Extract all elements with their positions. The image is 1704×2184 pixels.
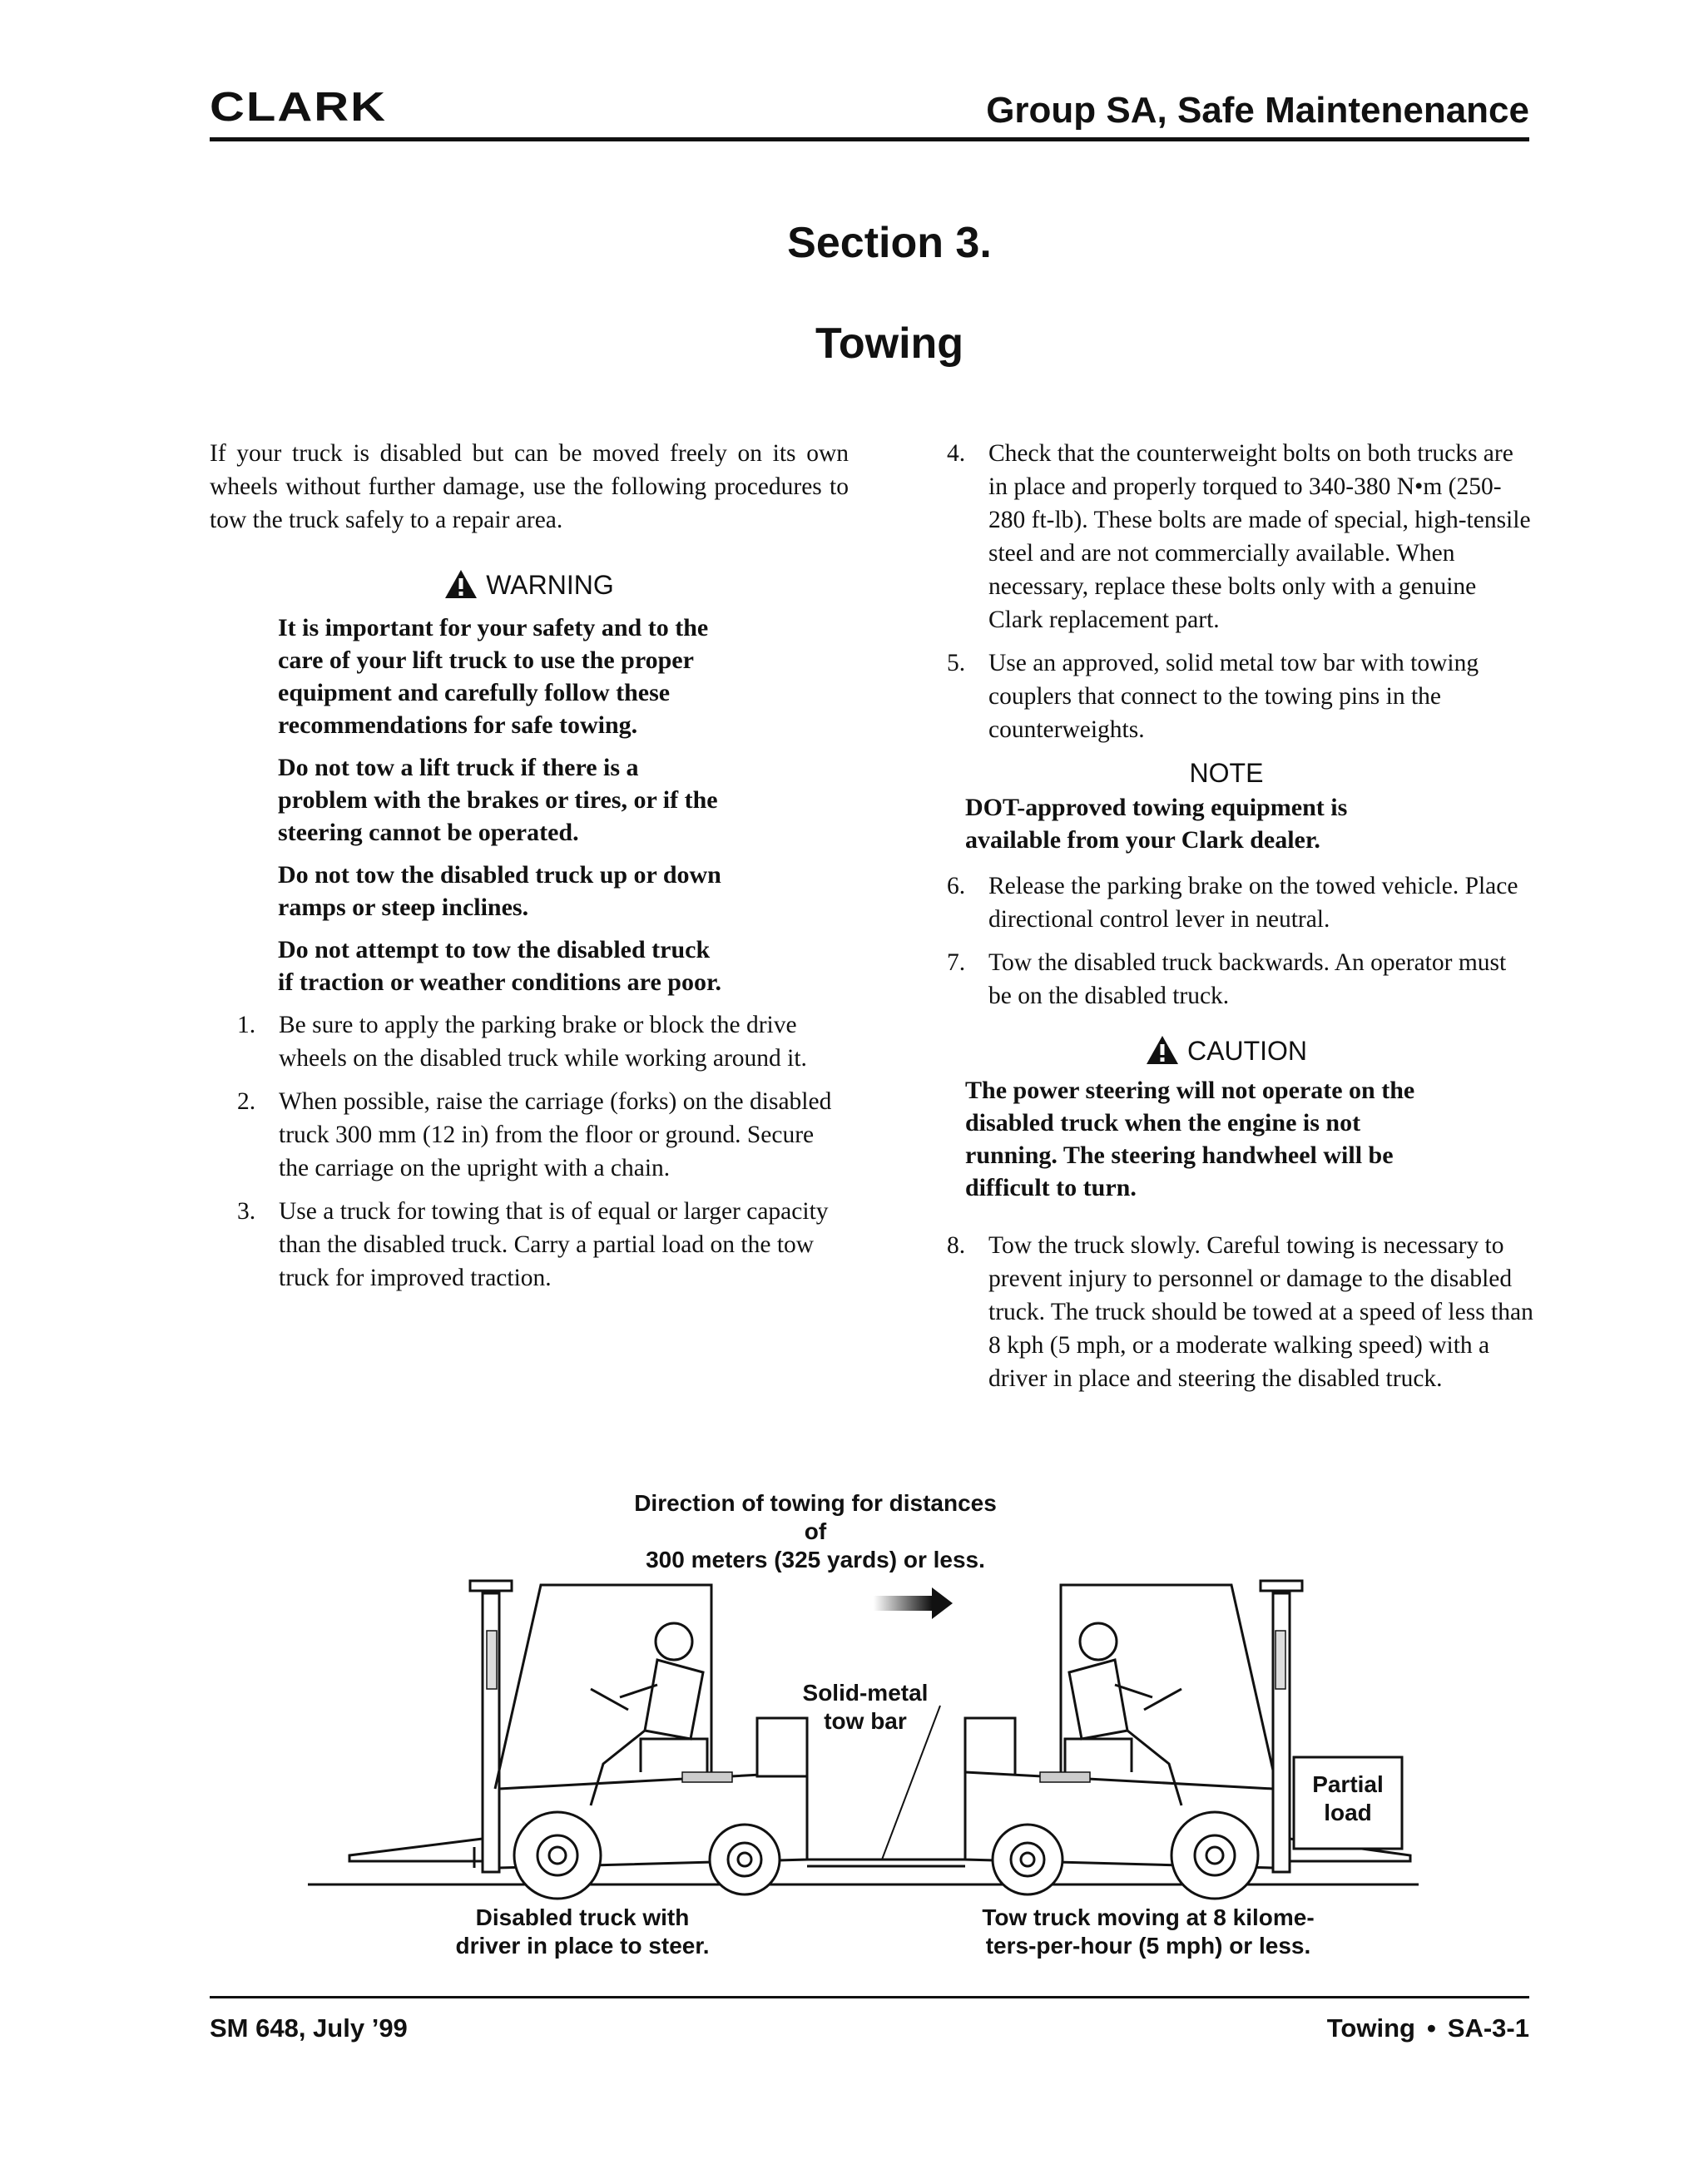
steps-list-right-a: [919, 437, 1533, 746]
warning-paragraph: Do not tow a lift truck if there is a problem with the brakes or tires, or if the steering cannot be operated.: [278, 754, 718, 846]
direction-arrow-icon: [874, 1587, 953, 1619]
steps-list-right-b: [919, 869, 1533, 1013]
step-item: [210, 1085, 849, 1185]
footer-section-title: Towing: [1326, 2013, 1415, 2043]
warning-label: WARNING: [486, 570, 614, 600]
steps-list-left: [210, 1008, 849, 1295]
step-number: 6.: [947, 873, 966, 899]
warning-block: [278, 612, 724, 998]
tow-truck-caption: [957, 1904, 1340, 1960]
left-column: [210, 437, 849, 1305]
step-number: 2.: [237, 1088, 256, 1115]
intro-paragraph: If your truck is disabled but can be moved freely on its own wheels without further damage, use the following procedures to tow the truck safely to a repair area.: [210, 440, 849, 533]
note-heading: NOTE: [1189, 758, 1264, 788]
header-rule: [210, 137, 1529, 141]
towing-figure: [291, 1489, 1456, 1980]
caution-triangle-icon: [1146, 1035, 1179, 1072]
step-item: [919, 869, 1533, 936]
direction-caption-line: 300 meters (325 yards) or less.: [646, 1547, 985, 1572]
tow-truck-drawing: [965, 1581, 1410, 1899]
footer-page-code: SA-3-1: [1447, 2013, 1529, 2043]
step-text: Tow the truck slowly. Careful towing is necessary to prevent injury to personnel or damage to the disabled truck. The truck should be towed at a speed of less than 8 kph (5 mph, or a moderate walking speed) with a driver in place and steering the disabled truck.: [988, 1232, 1533, 1392]
disabled-truck-caption-line: Disabled truck with: [475, 1904, 690, 1930]
tow-truck-caption-line: ters-per-hour (5 mph) or less.: [985, 1933, 1311, 1959]
warning-paragraph: Do not tow the disabled truck up or down ramps or steep inclines.: [278, 861, 721, 921]
step-number: 8.: [947, 1232, 966, 1259]
warning-paragraph: It is important for your safety and to the care of your lift truck to use the proper equipment and carefully follow these recommendations for safe towing.: [278, 614, 709, 739]
caution-heading: [919, 1034, 1533, 1072]
footer-manual-id: SM 648, July ’99: [210, 2013, 408, 2043]
step-text: Check that the counterweight bolts on both trucks are in place and properly torqued to 340-380 N•m (250-280 ft-lb). These bolts are made of special, high-tensile steel and are not commercially available. When necessary, replace these bolts only with a genuine Clark replacement part.: [988, 440, 1531, 633]
step-number: 3.: [237, 1198, 256, 1225]
step-text: Release the parking brake on the towed vehicle. Place directional control lever in neutral.: [988, 873, 1518, 933]
footer-separator: •: [1426, 2013, 1436, 2043]
tow-truck-caption-line: Tow truck moving at 8 kilome-: [982, 1904, 1315, 1930]
partial-load-label-line: Partial: [1312, 1771, 1384, 1797]
disabled-truck-caption: [416, 1904, 749, 1960]
step-number: 5.: [947, 650, 966, 676]
step-number: 7.: [947, 949, 966, 976]
step-item: [210, 1008, 849, 1075]
step-item: [919, 946, 1533, 1013]
right-column: [919, 437, 1533, 1405]
group-title: Group SA, Safe Maintenenance: [986, 90, 1529, 131]
footer-rule: [210, 1996, 1529, 1998]
partial-load-label: [1294, 1770, 1402, 1827]
direction-caption-line: Direction of towing for distances of: [634, 1490, 997, 1544]
disabled-truck-caption-line: driver in place to steer.: [455, 1933, 710, 1959]
warning-heading: [210, 568, 849, 607]
footer-page-ref: [1327, 2013, 1529, 2043]
warning-paragraph: Do not attempt to tow the disabled truck if traction or weather conditions are poor.: [278, 936, 722, 996]
step-item: [210, 1195, 849, 1295]
steps-list-right-c: [919, 1229, 1533, 1395]
tow-bar-label-line: Solid-metal: [802, 1680, 929, 1706]
disabled-truck-drawing: [349, 1581, 807, 1899]
tow-bar-label-line: tow bar: [824, 1708, 907, 1734]
caution-label: CAUTION: [1187, 1036, 1307, 1066]
step-text: Use a truck for towing that is of equal or larger capacity than the disabled truck. Carry a partial load on the tow truck for improved traction.: [279, 1198, 829, 1291]
note-text: DOT-approved towing equipment is available from your Clark dealer.: [965, 794, 1348, 854]
step-item: [919, 646, 1533, 746]
step-item: [919, 1229, 1533, 1395]
step-text: Use an approved, solid metal tow bar with towing couplers that connect to the towing pins in the counterweights.: [988, 650, 1479, 743]
step-number: 1.: [237, 1012, 256, 1038]
step-item: [919, 437, 1533, 636]
step-text: Be sure to apply the parking brake or block the drive wheels on the disabled truck while working around it.: [279, 1012, 807, 1072]
section-title: Section 3.: [787, 219, 992, 267]
caution-text: The power steering will not operate on the disabled truck when the engine is not running. The steering handwheel will be difficult to turn.: [965, 1077, 1415, 1201]
step-text: Tow the disabled truck backwards. An operator must be on the disabled truck.: [988, 949, 1507, 1009]
tow-bar-label: [782, 1679, 949, 1736]
step-text: When possible, raise the carriage (forks) on the disabled truck 300 mm (12 in) from the floor or ground. Secure the carriage on the upright with a chain.: [279, 1088, 832, 1181]
clark-logo: CLARK: [210, 83, 387, 131]
step-number: 4.: [947, 440, 966, 467]
warning-triangle-icon: [444, 569, 478, 607]
partial-load-label-line: load: [1324, 1800, 1372, 1825]
page-title: Towing: [815, 319, 964, 368]
